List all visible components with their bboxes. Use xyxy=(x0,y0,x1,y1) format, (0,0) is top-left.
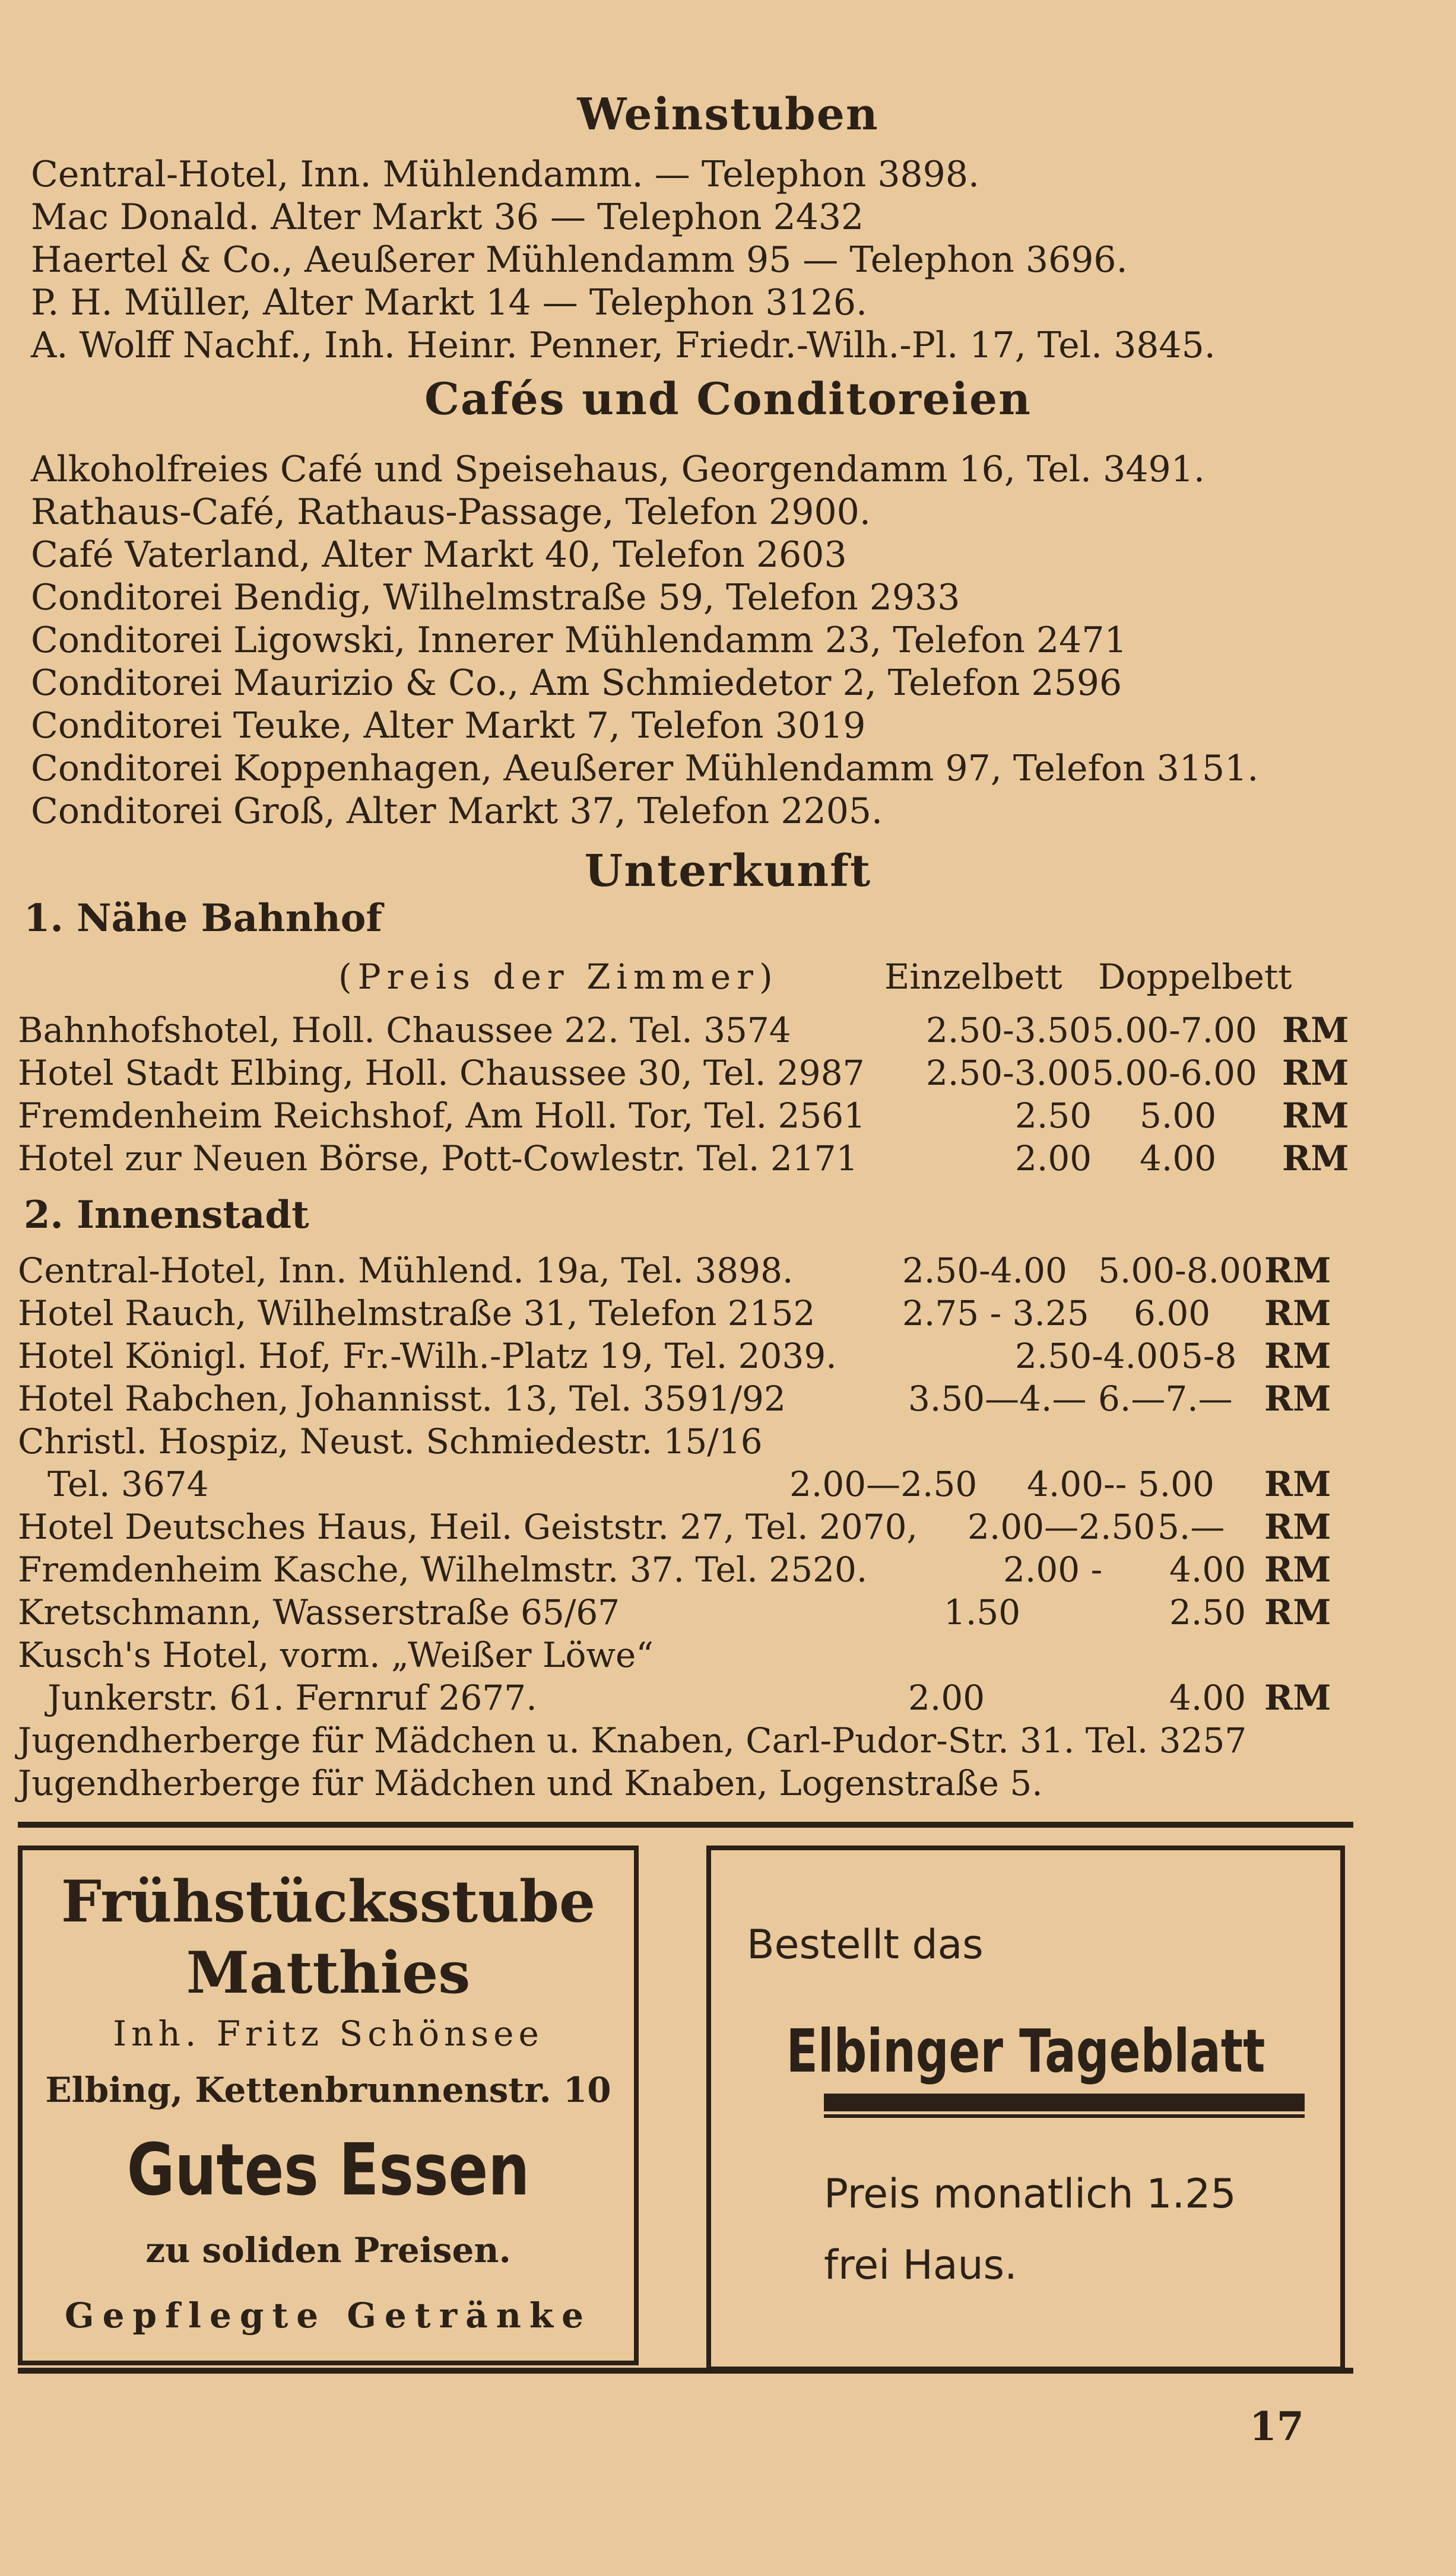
row-name: Fremdenheim Reichshof, Am Holl. Tor, Tel. 2561 xyxy=(18,1095,866,1136)
list-item: Mac Donald. Alter Markt 36 — Telephon 2432 xyxy=(31,196,864,238)
price-header-single: Einzelbett xyxy=(884,957,1062,997)
table-row xyxy=(18,1292,1353,1335)
row-single: 2.50 xyxy=(1015,1095,1092,1136)
row-name: Kusch's Hotel, vorm. „Weißer Löwe“ xyxy=(18,1635,654,1675)
ad-delivery: frei Haus. xyxy=(824,2242,1017,2289)
row-single: 2.75 - 3.25 xyxy=(902,1293,1089,1333)
table-row xyxy=(18,1420,1353,1463)
row-name: Hotel Rabchen, Johannisst. 13, Tel. 3591/92 xyxy=(18,1378,786,1419)
table-row xyxy=(18,1762,1353,1805)
ad-slogan-sub: zu soliden Preisen. xyxy=(145,2230,511,2270)
row-double: 6.—7.— xyxy=(1098,1378,1233,1419)
divider xyxy=(18,2368,1353,2374)
table-row xyxy=(18,1137,1353,1180)
row-currency: RM xyxy=(1264,1293,1331,1333)
row-name: Bahnhofshotel, Holl. Chaussee 22. Tel. 3574 xyxy=(18,1010,791,1050)
row-name: Central-Hotel, Inn. Mühlend. 19a, Tel. 3898. xyxy=(18,1250,794,1291)
table-row xyxy=(18,1505,1353,1548)
table-row xyxy=(18,1676,1353,1719)
section-title: 2. Innenstadt xyxy=(24,1193,309,1237)
row-single: 2.00—2.50 xyxy=(789,1464,978,1504)
table-row xyxy=(18,1634,1353,1676)
ad-footer: Gepflegte Getränke xyxy=(65,2295,592,2336)
row-name: Hotel Stadt Elbing, Holl. Chaussee 30, Tel. 2987 xyxy=(18,1053,865,1093)
row-double: 5.00-8.00 xyxy=(1098,1250,1263,1291)
table-row xyxy=(18,1548,1353,1591)
row-name: Junkerstr. 61. Fernruf 2677. xyxy=(47,1678,537,1718)
row-currency: RM xyxy=(1264,1378,1331,1419)
row-currency: RM xyxy=(1264,1592,1331,1632)
list-item: Conditorei Koppenhagen, Aeußerer Mühlendamm 97, Telefon 3151. xyxy=(31,748,1259,789)
row-name: Hotel zur Neuen Börse, Pott-Cowlestr. Tel. 2171 xyxy=(18,1138,858,1179)
heading-cafes: Cafés und Conditoreien xyxy=(424,374,1032,425)
row-currency: RM xyxy=(1264,1507,1331,1547)
table-row xyxy=(18,1591,1353,1634)
list-item: Conditorei Teuke, Alter Markt 7, Telefon 3019 xyxy=(31,705,866,747)
list-item: P. H. Müller, Alter Markt 14 — Telephon 3126. xyxy=(31,282,868,323)
row-double: 5.00 xyxy=(1140,1095,1217,1136)
page-number: 17 xyxy=(1249,2403,1304,2450)
row-single: 2.00 - xyxy=(1003,1549,1103,1590)
list-item: A. Wolff Nachf., Inh. Heinr. Penner, Friedr.-Wilh.-Pl. 17, Tel. 3845. xyxy=(31,325,1216,366)
table-row xyxy=(18,1463,1353,1505)
row-currency: RM xyxy=(1264,1678,1331,1718)
row-double: 4.00 xyxy=(1169,1549,1246,1590)
table-row xyxy=(18,1377,1353,1420)
price-header xyxy=(18,955,1353,998)
list-item: Conditorei Groß, Alter Markt 37, Telefon 2205. xyxy=(31,790,883,832)
table-row xyxy=(18,1009,1353,1052)
row-name: Christl. Hospiz, Neust. Schmiedestr. 15/16 xyxy=(18,1421,763,1462)
heading-weinstuben: Weinstuben xyxy=(577,89,879,140)
row-currency: RM xyxy=(1264,1464,1331,1504)
row-currency: RM xyxy=(1264,1549,1331,1590)
table-row xyxy=(18,1052,1353,1094)
table-row xyxy=(18,1249,1353,1292)
list-item: Conditorei Bendig, Wilhelmstraße 59, Telefon 2933 xyxy=(31,577,960,618)
row-name: Kretschmann, Wasserstraße 65/67 xyxy=(18,1592,620,1632)
row-name: Jugendherberge für Mädchen u. Knaben, Carl-Pudor-Str. 31. Tel. 3257 xyxy=(18,1720,1247,1761)
ad-line1: Bestellt das xyxy=(747,1921,984,1968)
row-double: 4.00-- 5.00 xyxy=(1027,1464,1214,1504)
list-item: Rathaus-Café, Rathaus-Passage, Telefon 2900. xyxy=(31,491,871,533)
list-item: Central-Hotel, Inn. Mühlendamm. — Telephon 3898. xyxy=(31,154,980,195)
row-currency: RM xyxy=(1264,1336,1331,1376)
row-single: 2.00—2.50 xyxy=(968,1507,1156,1547)
ad-elbinger-tageblatt xyxy=(706,1846,1345,2371)
row-single: 1.50 xyxy=(944,1592,1021,1632)
row-name: Tel. 3674 xyxy=(47,1464,209,1504)
row-currency: RM xyxy=(1282,1138,1349,1179)
list-item: Conditorei Ligowski, Innerer Mühlendamm 23, Telefon 2471 xyxy=(31,620,1127,661)
row-currency: RM xyxy=(1264,1250,1331,1291)
table-row xyxy=(18,1094,1353,1137)
ad-address: Elbing, Kettenbrunnenstr. 10 xyxy=(45,2070,611,2110)
row-name: Hotel Deutsches Haus, Heil. Geiststr. 27, Tel. 2070, xyxy=(18,1507,918,1547)
row-double: 5.00-6.00 xyxy=(1092,1053,1257,1093)
row-currency: RM xyxy=(1282,1053,1349,1093)
ad-owner: Inh. Fritz Schönsee xyxy=(113,2013,544,2054)
heading-unterkunft: Unterkunft xyxy=(584,846,872,897)
row-single: 3.50—4.— xyxy=(908,1378,1087,1419)
row-single: 2.50-3.00 xyxy=(926,1053,1091,1093)
row-name: Hotel Königl. Hof, Fr.-Wilh.-Platz 19, Tel. 2039. xyxy=(18,1336,837,1376)
row-double: 2.50 xyxy=(1169,1592,1246,1632)
price-header-label: (Preis der Zimmer) xyxy=(338,957,779,997)
row-single: 2.50-4.00 xyxy=(1015,1336,1180,1376)
row-single: 2.00 xyxy=(1015,1138,1092,1179)
row-double: 6.00 xyxy=(1134,1293,1211,1333)
row-double: 5.— xyxy=(1157,1507,1225,1547)
ad-fruehstuecksstube xyxy=(18,1846,639,2365)
list-item: Café Vaterland, Alter Markt 40, Telefon 2603 xyxy=(31,534,847,576)
section-title: 1. Nähe Bahnhof xyxy=(24,896,382,941)
ad-price: Preis monatlich 1.25 xyxy=(824,2171,1236,2218)
row-name: Hotel Rauch, Wilhelmstraße 31, Telefon 2152 xyxy=(18,1293,816,1333)
row-single: 2.50-3.50 xyxy=(926,1010,1091,1050)
brand-underline xyxy=(824,2114,1305,2118)
brand-underline xyxy=(824,2094,1305,2111)
list-item: Alkoholfreies Café und Speisehaus, Georgendamm 16, Tel. 3491. xyxy=(31,449,1205,490)
ad-slogan: Gutes Essen xyxy=(126,2129,530,2212)
ad-title-name: Matthies xyxy=(186,1939,471,2006)
row-double: 5-8 xyxy=(1181,1336,1237,1376)
ad-brand: Elbinger Tageblatt xyxy=(786,2016,1265,2086)
table-row xyxy=(18,1719,1353,1762)
price-header-double: Doppelbett xyxy=(1098,957,1292,997)
row-double: 4.00 xyxy=(1169,1678,1246,1718)
table-row xyxy=(18,1335,1353,1377)
ad-title: Frühstücksstube xyxy=(61,1868,596,1935)
divider xyxy=(18,1822,1353,1828)
row-single: 2.50-4.00 xyxy=(902,1250,1067,1291)
row-double: 5.00-7.00 xyxy=(1092,1010,1257,1050)
row-name: Fremdenheim Kasche, Wilhelmstr. 37. Tel. 2520. xyxy=(18,1549,868,1590)
list-item: Conditorei Maurizio & Co., Am Schmiedetor 2, Telefon 2596 xyxy=(31,662,1122,704)
row-single: 2.00 xyxy=(908,1678,985,1718)
list-item: Haertel & Co., Aeußerer Mühlendamm 95 — Telephon 3696. xyxy=(31,239,1128,281)
row-name: Jugendherberge für Mädchen und Knaben, Logenstraße 5. xyxy=(18,1763,1043,1803)
row-currency: RM xyxy=(1282,1010,1349,1050)
row-currency: RM xyxy=(1282,1095,1349,1136)
row-double: 4.00 xyxy=(1140,1138,1217,1179)
